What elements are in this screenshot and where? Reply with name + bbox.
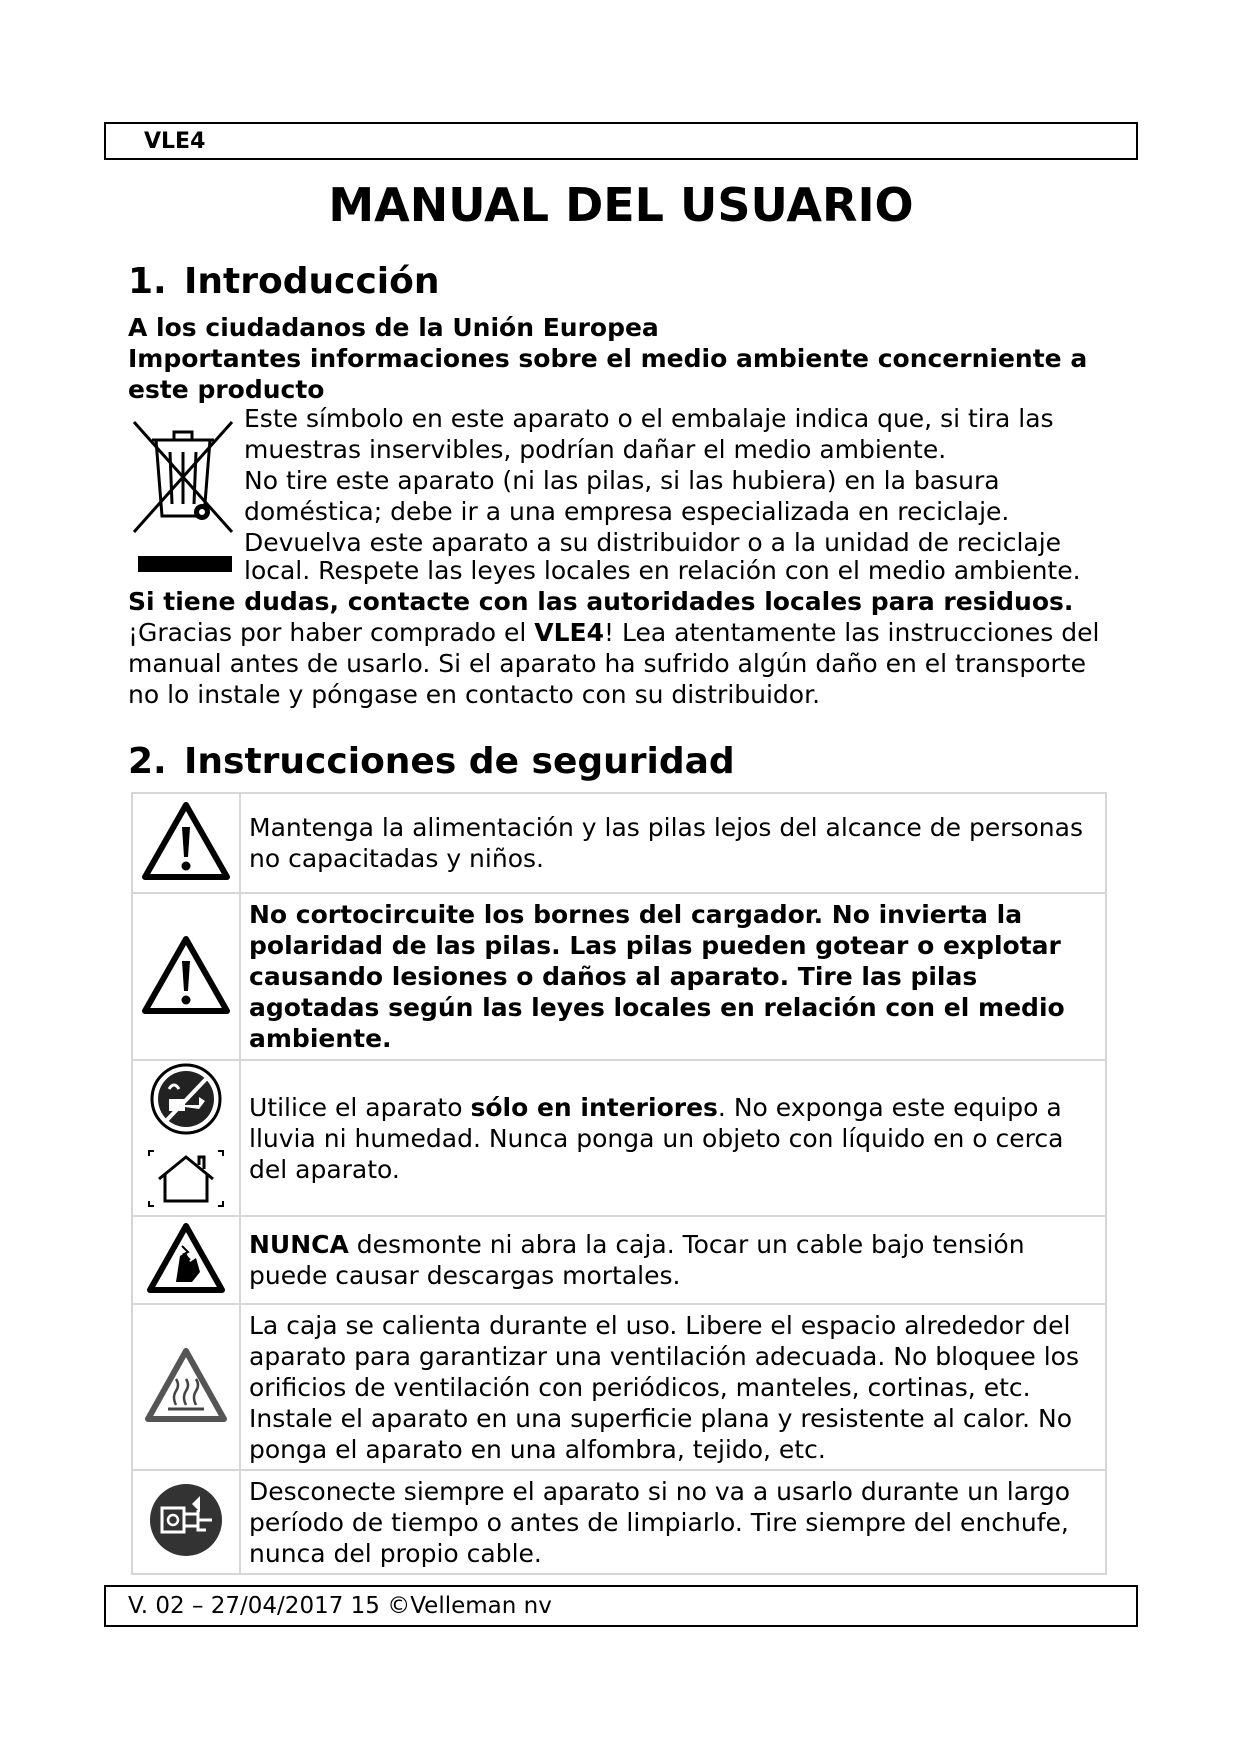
warning-icon <box>141 935 231 1015</box>
safety-line: puede causar descargas mortales. <box>249 1261 681 1290</box>
safety-table <box>131 792 1107 1575</box>
header-box <box>104 122 1138 160</box>
safety-row <box>132 1304 1106 1470</box>
env-title-line1: Importantes informaciones sobre el medio ambiente concerniente a <box>128 344 1088 373</box>
safety-line: no capacitadas y niños. <box>249 844 544 873</box>
model-label: VLE4 <box>144 129 206 154</box>
footer-text: V. 02 – 27/04/2017 15 ©Velleman nv <box>128 1593 552 1619</box>
safety-text-cell <box>240 1470 1106 1574</box>
section-1-number: 1. <box>128 261 167 302</box>
safety-line: lluvia ni humedad. Nunca ponga un objeto con líquido en o cerca <box>249 1123 1064 1153</box>
safety-row <box>132 1060 1106 1216</box>
doubts-text: Si tiene dudas, contacte con las autoridades locales para residuos. <box>128 587 1074 616</box>
indoor-strong: sólo en interiores <box>470 1092 718 1122</box>
weee-line: No tire este aparato (ni las pilas, si las hubiera) en la basura <box>244 466 1000 495</box>
thanks-line1 <box>128 617 1099 648</box>
eu-title: A los ciudadanos de la Unión Europea <box>128 313 659 342</box>
safety-icon-cell <box>132 1470 240 1574</box>
warning-icon <box>141 801 231 881</box>
never-post: desmonte ni abra la caja. Tocar un cable bajo tensión <box>348 1230 1025 1259</box>
safety-line: ponga el aparato en una alfombra, tejido, etc. <box>249 1434 826 1464</box>
safety-line: Desconecte siempre el aparato si no va a usarlo durante un largo <box>249 1476 1071 1506</box>
page-title: MANUAL DEL USUARIO <box>328 178 914 232</box>
safety-line: causando lesiones o daños al aparato. Tire las pilas <box>249 962 978 991</box>
thanks-line2: manual antes de usarlo. Si el aparato ha sufrido algún daño en el transporte <box>128 649 1086 678</box>
safety-row <box>132 1216 1106 1304</box>
electric-shock-icon <box>146 1222 226 1294</box>
weee-line: muestras inservibles, podrían dañar el medio ambiente. <box>244 435 947 464</box>
safety-text-cell <box>240 893 1106 1060</box>
weee-line: Devuelva este aparato a su distribuidor o a la unidad de reciclaje <box>244 528 1062 557</box>
safety-line: agotadas según las leyes locales en relación con el medio <box>249 993 1065 1022</box>
safety-text-cell <box>240 1304 1106 1470</box>
safety-icon-cell <box>132 1304 240 1470</box>
section-1-title: Introducción <box>184 261 440 302</box>
safety-text-cell <box>240 793 1106 893</box>
thanks-line3: no lo instale y póngase en contacto con su distribuidor. <box>128 680 821 709</box>
weee-line: local. Respete las leyes locales en relación con el medio ambiente. <box>244 556 1081 585</box>
safety-line: orificios de ventilación con periódicos, manteles, cortinas, etc. <box>249 1372 1031 1402</box>
safety-line: Instale el aparato en una superficie plana y resistente al calor. No <box>249 1403 1072 1433</box>
safety-line: Mantenga la alimentación y las pilas lejos del alcance de personas <box>249 813 1083 842</box>
safety-row <box>132 1470 1106 1574</box>
footer-box <box>104 1585 1138 1627</box>
env-title-line2: este producto <box>128 375 325 404</box>
indoor-use-icon <box>141 1061 231 1211</box>
safety-line-first <box>249 1092 1097 1123</box>
section-2-title: Instrucciones de seguridad <box>184 741 735 782</box>
safety-icon-cell <box>132 1060 240 1216</box>
safety-row <box>132 893 1106 1060</box>
weee-line: doméstica; debe ir a una empresa especializada en reciclaje. <box>244 497 1010 526</box>
weee-line: Este símbolo en este aparato o el embalaje indica que, si tira las <box>244 404 1054 433</box>
safety-line: aparato para garantizar una ventilación adecuada. No bloquee los <box>249 1341 1080 1371</box>
safety-line: del aparato. <box>249 1154 400 1184</box>
section-2-heading <box>128 740 735 784</box>
safety-line: período de tiempo o antes de limpiarlo. Tire siempre del enchufe, <box>249 1507 1069 1537</box>
unplug-icon <box>148 1482 224 1558</box>
safety-line: No cortocircuite los bornes del cargador. No invierta la <box>249 900 1023 929</box>
safety-line-first <box>249 1229 1097 1260</box>
safety-text-cell <box>240 1216 1106 1304</box>
indoor-pre: Utilice el aparato <box>249 1092 471 1122</box>
hot-surface-icon <box>144 1347 228 1423</box>
safety-icon-cell <box>132 793 240 893</box>
thanks-pre: ¡Gracias por haber comprado el <box>128 618 535 647</box>
safety-line: nunca del propio cable. <box>249 1538 542 1568</box>
safety-icon-cell <box>132 1216 240 1304</box>
safety-line: ambiente. <box>249 1024 392 1053</box>
safety-line: polaridad de las pilas. Las pilas pueden gotear o explotar <box>249 931 1061 960</box>
indoor-post: . No exponga este equipo a <box>717 1092 1062 1122</box>
safety-line: La caja se calienta durante el uso. Libere el espacio alrededor del <box>249 1310 1071 1340</box>
thanks-model: VLE4 <box>534 618 605 647</box>
thanks-post: ! Lea atentamente las instrucciones del <box>604 618 1100 647</box>
safety-icon-cell <box>132 893 240 1060</box>
safety-row <box>132 793 1106 893</box>
never-strong: NUNCA <box>249 1230 349 1259</box>
section-2-number: 2. <box>128 741 167 782</box>
weee-bin-icon <box>128 420 238 580</box>
section-1-heading <box>128 260 440 304</box>
safety-text-cell <box>240 1060 1106 1216</box>
